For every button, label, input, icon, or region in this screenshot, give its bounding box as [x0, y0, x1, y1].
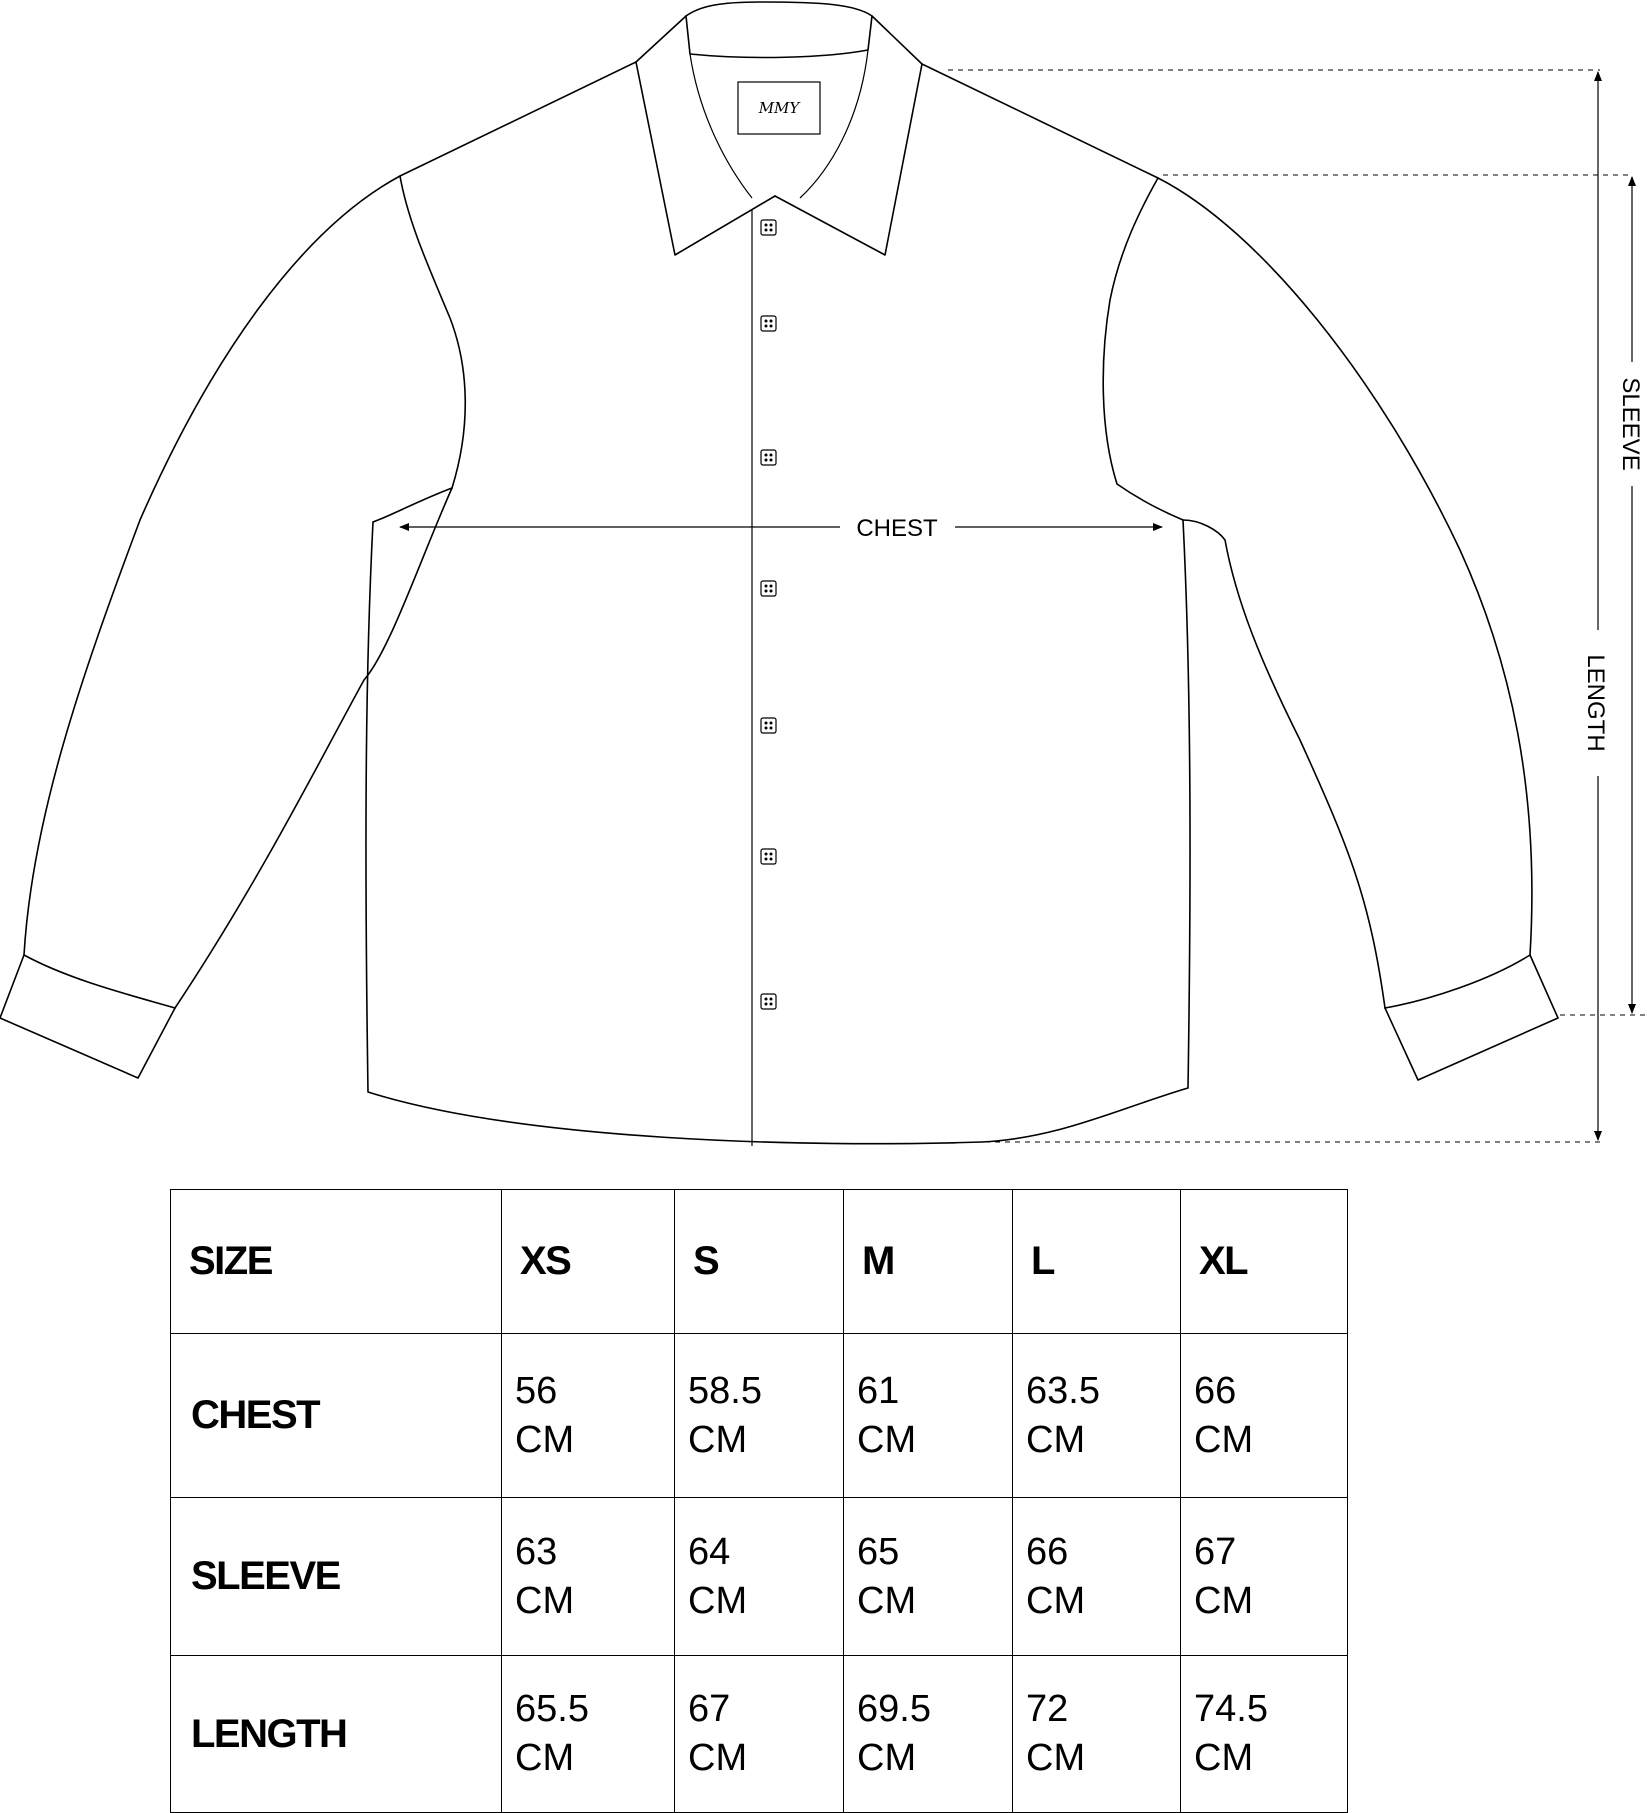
table-cell: 72 CM — [1013, 1656, 1181, 1813]
sleeve-dimension — [1617, 177, 1644, 1013]
table-cell: 67 CM — [675, 1656, 844, 1813]
table-row — [171, 1498, 1348, 1656]
buttons — [761, 220, 776, 1009]
chest-label: CHEST — [856, 515, 938, 542]
table-row — [171, 1334, 1348, 1498]
button-icon — [761, 220, 776, 235]
button-icon — [761, 450, 776, 465]
logo-text: MMY — [758, 99, 800, 117]
chest-dimension — [400, 515, 1162, 542]
table-cell: 65.5 CM — [502, 1656, 675, 1813]
row-label-length: LENGTH — [171, 1656, 502, 1813]
table-row — [171, 1656, 1348, 1813]
size-xl-header: XL — [1181, 1190, 1348, 1334]
table-cell: 66 CM — [1013, 1498, 1181, 1656]
table-cell: 64 CM — [675, 1498, 844, 1656]
size-s-header: S — [675, 1190, 844, 1334]
button-icon — [761, 316, 776, 331]
row-label-chest: CHEST — [171, 1334, 502, 1498]
table-cell: 65 CM — [844, 1498, 1013, 1656]
table-cell: 66 CM — [1181, 1334, 1348, 1498]
length-label: LENGTH — [1582, 654, 1609, 752]
button-icon — [761, 849, 776, 864]
length-dimension — [1582, 72, 1609, 1140]
table-cell: 61 CM — [844, 1334, 1013, 1498]
table-cell: 58.5 CM — [675, 1334, 844, 1498]
table-cell: 56 CM — [502, 1334, 675, 1498]
shirt-outline — [0, 2, 1558, 1146]
table-cell: 63 CM — [502, 1498, 675, 1656]
button-icon — [761, 994, 776, 1009]
button-icon — [761, 718, 776, 733]
size-xs-header: XS — [502, 1190, 675, 1334]
size-l-header: L — [1013, 1190, 1181, 1334]
table-cell: 69.5 CM — [844, 1656, 1013, 1813]
button-icon — [761, 581, 776, 596]
table-cell: 74.5 CM — [1181, 1656, 1348, 1813]
size-chart-table — [170, 1189, 1348, 1813]
row-label-sleeve: SLEEVE — [171, 1498, 502, 1656]
size-header: SIZE — [171, 1190, 502, 1334]
collar-label — [738, 82, 820, 134]
table-header-row — [171, 1190, 1348, 1334]
table-cell: 67 CM — [1181, 1498, 1348, 1656]
sleeve-label: SLEEVE — [1617, 377, 1644, 471]
size-m-header: M — [844, 1190, 1013, 1334]
table-cell: 63.5 CM — [1013, 1334, 1181, 1498]
